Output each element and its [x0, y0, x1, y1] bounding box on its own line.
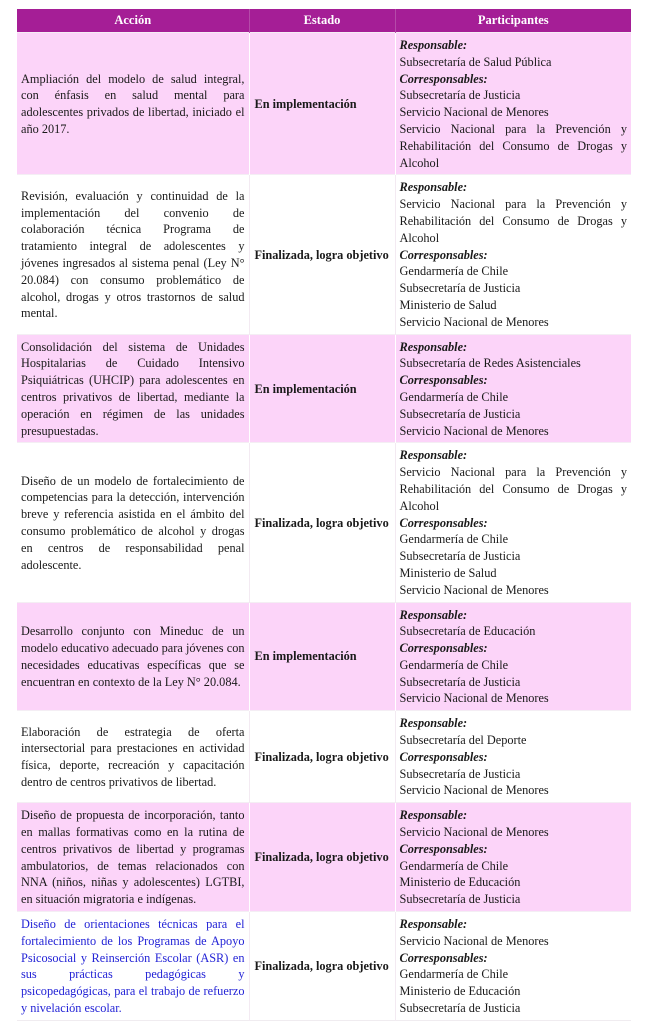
corresponsables-list [400, 657, 628, 707]
corresponsables-label: Corresponsables: [399, 641, 488, 656]
responsable-list [400, 54, 628, 71]
corresponsable-org: Subsecretaría de Justicia [399, 674, 521, 689]
responsable-list [400, 824, 628, 841]
table-row [17, 443, 631, 602]
participantes-cell [395, 711, 631, 803]
responsable-list [400, 196, 628, 246]
table-row [17, 912, 631, 1021]
header-estado: Estado [249, 9, 395, 33]
corresponsables-label: Corresponsables: [399, 247, 488, 262]
table-row [17, 33, 631, 175]
header-participantes: Participantes [395, 9, 631, 33]
corresponsables-list [400, 263, 628, 330]
corresponsable-org: Gendarmería de Chile [399, 657, 509, 672]
participantes-cell [395, 33, 631, 175]
table-row [17, 175, 631, 334]
corresponsable-org: Gendarmería de Chile [399, 389, 509, 404]
table-row [17, 334, 631, 443]
corresponsable-org: Servicio Nacional de Menores [399, 691, 549, 706]
participantes-cell [395, 443, 631, 602]
accion-cell: Desarrollo conjunto con Mineduc de un modelo educativo adecuado para jóvenes con necesidades educativas específicas que se encuentran en contexto de la Ley N° 20.084. [17, 602, 249, 711]
responsable-list [400, 933, 628, 950]
responsable-org: Servicio Nacional de Menores [399, 933, 549, 948]
estado-cell: Finalizada, logra objetivo [249, 175, 395, 334]
corresponsable-org: Servicio Nacional de Menores [399, 314, 549, 329]
corresponsables-label: Corresponsables: [399, 515, 488, 530]
accion-cell: Elaboración de estrategia de oferta intersectorial para prestaciones en actividad física, deporte, recreación y capacitación dentro de centros privativos de libertad. [17, 711, 249, 803]
corresponsables-label: Corresponsables: [399, 749, 488, 764]
responsable-label: Responsable: [399, 716, 468, 731]
corresponsable-org: Ministerio de Educación [399, 875, 521, 890]
accion-cell: Consolidación del sistema de Unidades Hospitalarias de Cuidado Intensivo Psiquiátricas (UHCIP) para adolescentes en centros privativos de libertad, mediante la operación en régimen de las unidades presupuestadas. [17, 334, 249, 443]
estado-cell: Finalizada, logra objetivo [249, 912, 395, 1021]
corresponsables-list [400, 766, 628, 800]
responsable-list [400, 623, 628, 640]
estado-cell: En implementación [249, 33, 395, 175]
participantes-cell [395, 334, 631, 443]
responsable-org: Subsecretaría de Educación [399, 624, 536, 639]
corresponsables-list [400, 858, 628, 908]
corresponsable-org: Subsecretaría de Justicia [399, 281, 521, 296]
corresponsable-org: Subsecretaría de Justicia [399, 406, 521, 421]
accion-cell: Revisión, evaluación y continuidad de la implementación del convenio de colaboración técnica Programa de tratamiento integral de adolescentes y jóvenes ingresados al sistema penal (Ley N° 20.084) con consumo problemático de alcohol, drogas y otros trastornos de salud mental. [17, 175, 249, 334]
corresponsables-list [400, 531, 628, 598]
corresponsable-org: Servicio Nacional para la Prevención y Rehabilitación del Consumo de Drogas y Alcohol [399, 121, 627, 170]
corresponsables-label: Corresponsables: [399, 950, 488, 965]
responsable-label: Responsable: [399, 180, 468, 195]
table-body [17, 33, 631, 1021]
corresponsables-list [400, 87, 628, 171]
corresponsable-org: Ministerio de Salud [399, 297, 497, 312]
corresponsables-label: Corresponsables: [399, 373, 488, 388]
participantes-cell [395, 602, 631, 711]
responsable-org: Subsecretaría del Deporte [399, 733, 527, 748]
responsable-label: Responsable: [399, 917, 468, 932]
actions-table [17, 9, 631, 1021]
responsable-org: Servicio Nacional para la Prevención y Rehabilitación del Consumo de Drogas y Alcohol [399, 465, 627, 513]
estado-cell: Finalizada, logra objetivo [249, 443, 395, 602]
corresponsable-org: Gendarmería de Chile [399, 858, 509, 873]
estado-cell: En implementación [249, 602, 395, 711]
responsable-org: Servicio Nacional de Menores [399, 825, 549, 840]
corresponsable-org: Gendarmería de Chile [399, 967, 509, 982]
responsable-list [400, 464, 628, 514]
accion-cell: Diseño de orientaciones técnicas para el fortalecimiento de los Programas de Apoyo Psicosocial y Reinserción Escolar (ASR) en sus prácticas pedagógicas y psicopedagógicas, para el trabajo de refuerzo y nivelación escolar. [17, 912, 249, 1021]
accion-cell: Ampliación del modelo de salud integral, con énfasis en salud mental para adolescentes privados de libertad, iniciado el año 2017. [17, 33, 249, 175]
corresponsable-org: Subsecretaría de Justicia [399, 88, 521, 103]
participantes-cell [395, 803, 631, 912]
responsable-label: Responsable: [399, 448, 468, 463]
corresponsable-org: Gendarmería de Chile [399, 264, 509, 279]
corresponsable-org: Servicio Nacional de Menores [399, 105, 549, 120]
corresponsable-org: Servicio Nacional de Menores [399, 423, 549, 438]
estado-cell: En implementación [249, 334, 395, 443]
participantes-cell [395, 912, 631, 1021]
responsable-org: Servicio Nacional para la Prevención y Rehabilitación del Consumo de Drogas y Alcohol [399, 197, 627, 245]
corresponsable-org: Ministerio de Educación [399, 984, 521, 999]
responsable-label: Responsable: [399, 38, 468, 52]
corresponsables-list [400, 966, 628, 1016]
responsable-list [400, 355, 628, 372]
accion-cell: Diseño de un modelo de fortalecimiento de competencias para la detección, intervención breve y referencia asistida en el ámbito del consumo problemático de alcohol y drogas en centros de responsabilidad penal adolescente. [17, 443, 249, 602]
table-header [17, 9, 631, 33]
responsable-label: Responsable: [399, 607, 468, 622]
responsable-list [400, 732, 628, 749]
corresponsable-org: Gendarmería de Chile [399, 532, 509, 547]
corresponsables-label: Corresponsables: [399, 841, 488, 856]
corresponsable-org: Subsecretaría de Justicia [399, 1001, 521, 1016]
participantes-cell [395, 175, 631, 334]
corresponsables-label: Corresponsables: [399, 71, 488, 86]
responsable-org: Subsecretaría de Redes Asistenciales [399, 356, 581, 371]
corresponsable-org: Servicio Nacional de Menores [399, 783, 549, 798]
table-row [17, 803, 631, 912]
corresponsable-org: Ministerio de Salud [399, 565, 497, 580]
corresponsable-org: Servicio Nacional de Menores [399, 582, 549, 597]
estado-cell: Finalizada, logra objetivo [249, 711, 395, 803]
responsable-org: Subsecretaría de Salud Pública [399, 54, 552, 69]
accion-cell: Diseño de propuesta de incorporación, tanto en mallas formativas como en la rutina de centros privativos de libertad y programas ambulatorios, de temas relacionados con NNA (niños, niñas y adolescentes) LGTBI, en situación migratoria e indígenas. [17, 803, 249, 912]
responsable-label: Responsable: [399, 808, 468, 823]
table-row [17, 711, 631, 803]
header-accion: Acción [17, 9, 249, 33]
responsable-label: Responsable: [399, 339, 468, 354]
table-row [17, 602, 631, 711]
corresponsable-org: Subsecretaría de Justicia [399, 549, 521, 564]
corresponsable-org: Subsecretaría de Justicia [399, 892, 521, 907]
corresponsable-org: Subsecretaría de Justicia [399, 766, 521, 781]
estado-cell: Finalizada, logra objetivo [249, 803, 395, 912]
corresponsables-list [400, 389, 628, 439]
